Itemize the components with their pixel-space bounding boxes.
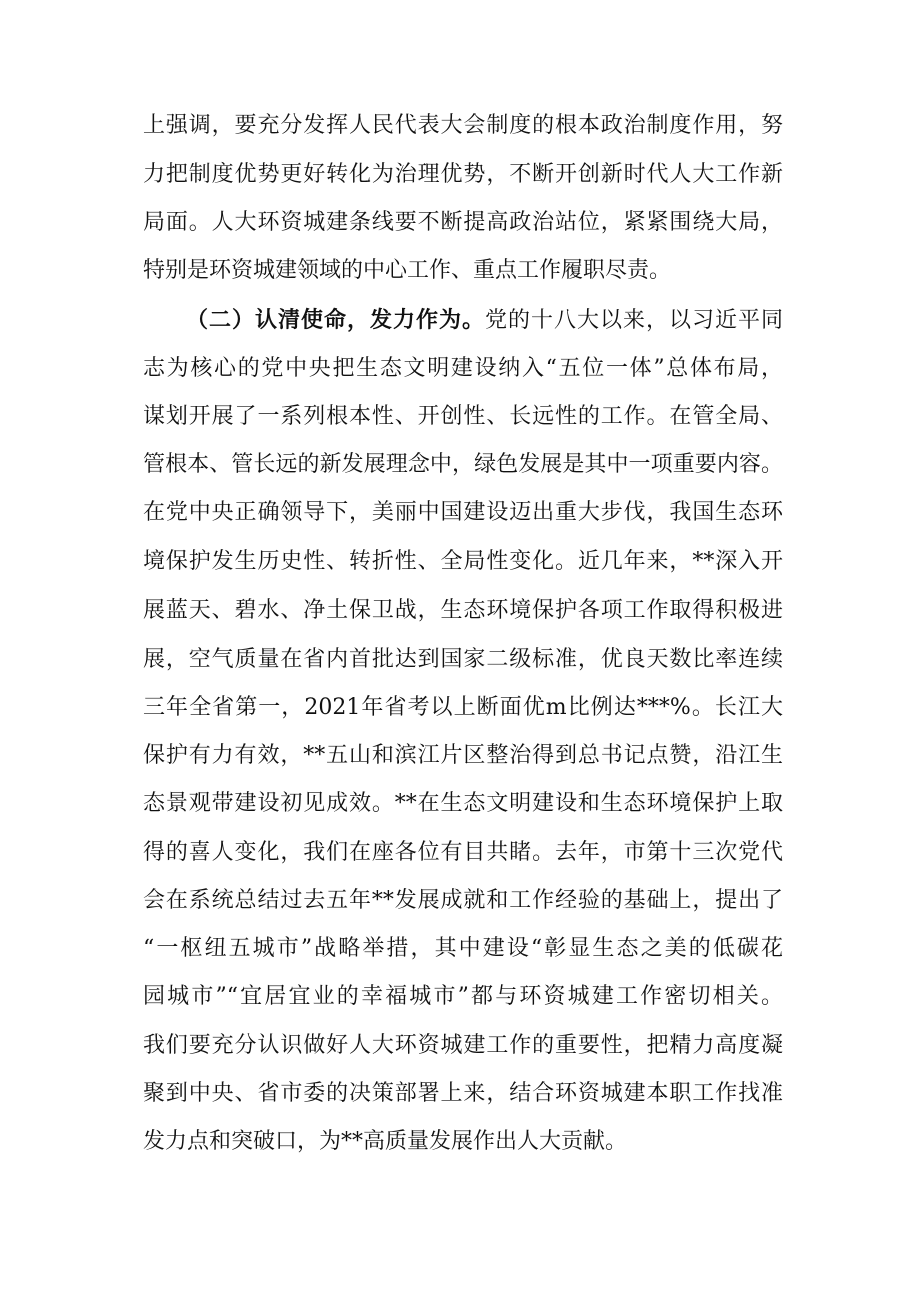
paragraph-2-line-17: 聚到中央、省市委的决策部署上来，结合环资城建本职工作找准	[143, 1081, 783, 1106]
paragraph-2-line-4: 管根本、管长远的新发展理念中，绿色发展是其中一项重要内容。	[143, 452, 783, 477]
paragraph-2-line-7: 展蓝天、碧水、净土保卫战，生态环境保护各项工作取得积极进	[143, 598, 783, 623]
paragraph-2-line-14: “一枢纽五城市”战略举措，其中建设“彰显生态之美的低碳花	[143, 936, 783, 961]
paragraph-2-line-16: 我们要充分认识做好人大环资城建工作的重要性，把精力高度凝	[143, 1033, 783, 1058]
paragraph-2-line-12: 得的喜人变化，我们在座各位有目共睹。去年，市第十三次党代	[143, 840, 783, 865]
paragraph-2-line-1	[186, 301, 783, 341]
paragraph-2-line-9: 三年全省第一，2021年省考以上断面优m比例达***%。长江大	[143, 695, 783, 720]
paragraph-2-line-8: 展，空气质量在省内首批达到国家二级标准，优良天数比率连续	[143, 647, 783, 672]
paragraph-2-line-13: 会在系统总结过去五年**发展成就和工作经验的基础上，提出了	[143, 888, 783, 913]
paragraph-2-line-2: 志为核心的党中央把生态文明建设纳入“五位一体”总体布局，	[143, 356, 783, 381]
paragraph-2-line-6: 境保护发生历史性、转折性、全局性变化。近几年来，**深入开	[143, 549, 783, 574]
paragraph-2-line-5: 在党中央正确领导下，美丽中国建设迈出重大步伐，我国生态环	[143, 500, 783, 525]
paragraph-2-line-11: 态景观带建设初见成效。**在生态文明建设和生态环境保护上取	[143, 791, 783, 816]
paragraph-1-line-1: 上强调，要充分发挥人民代表大会制度的根本政治制度作用，努	[143, 113, 783, 138]
paragraph-1-line-4: 特别是环资城建领域的中心工作、重点工作履职尽责。	[143, 258, 672, 283]
section-heading: （二）认清使命，发力作为。	[186, 308, 485, 333]
paragraph-2-line-10: 保护有力有效，**五山和滨江片区整治得到总书记点赞，沿江生	[143, 743, 783, 768]
paragraph-2-line-18: 发力点和突破口，为**高质量发展作出人大贡献。	[143, 1129, 628, 1154]
paragraph-2-line-3: 谋划开展了一系列根本性、开创性、长远性的工作。在管全局、	[143, 404, 783, 429]
paragraph-1-line-3: 局面。人大环资城建条线要不断提高政治站位，紧紧围绕大局，	[143, 210, 783, 235]
paragraph-1-line-2: 力把制度优势更好转化为治理优势，不断开创新时代人大工作新	[143, 162, 783, 187]
paragraph-2-line-1-text: 党的十八大以来，以习近平同	[485, 308, 783, 333]
paragraph-2-line-15: 园城市”“宜居宜业的幸福城市”都与环资城建工作密切相关。	[143, 984, 783, 1009]
